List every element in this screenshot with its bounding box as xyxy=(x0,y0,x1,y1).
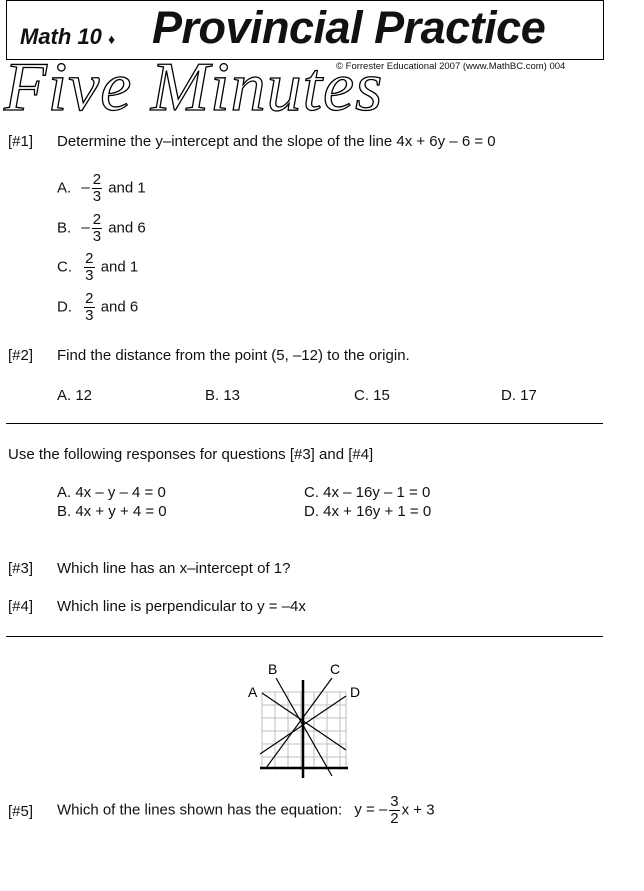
shared-intro: Use the following responses for questions [#3] and [#4] xyxy=(8,446,374,463)
label-a: A xyxy=(248,684,258,700)
q1-option-c[interactable]: C. $\frac{2}{3}$ and 1 xyxy=(57,250,139,284)
q1-option-d[interactable]: D. $\frac{2}{3}$ and 6 xyxy=(57,290,139,324)
q1-b-fraction: $\frac{2}{3}$ xyxy=(92,211,102,245)
q1-c-fraction: $\frac{2}{3}$ xyxy=(85,250,94,284)
q5-eq-lead: y = – xyxy=(354,801,388,819)
shared-option-b[interactable]: B. 4x + y + 4 = 0 xyxy=(57,503,167,520)
q2-option-c[interactable]: C. 15 xyxy=(354,387,390,404)
label-c: C xyxy=(330,661,341,677)
q2-option-d[interactable]: D. 17 xyxy=(501,387,537,404)
banner-title: Five Minutes xyxy=(4,49,384,126)
copyright-text: © Forrester Educational 2007 (www.MathBC.com) 004 xyxy=(336,61,566,72)
q4-text: Which line is perpendicular to y = –4x xyxy=(57,598,306,615)
q5-line xyxy=(57,794,435,827)
q4-number: [#4] xyxy=(8,598,34,615)
q1-a-fraction: $\frac{2}{3}$ xyxy=(92,171,102,205)
shared-option-a[interactable]: A. 4x – y – 4 = 0 xyxy=(57,484,166,501)
q2-number: [#2] xyxy=(8,347,34,364)
q1-text: Determine the y–intercept and the slope of the line 4x + 6y – 6 = 0 xyxy=(57,133,496,150)
q5-fraction: $\frac{3}{2}$ xyxy=(390,793,399,827)
q1-option-b[interactable]: B. – $\frac{2}{3}$ and 6 xyxy=(57,211,146,245)
q1-number: [#1] xyxy=(8,133,34,150)
q1-d-fraction: $\frac{2}{3}$ xyxy=(85,290,94,324)
divider-2 xyxy=(6,636,603,637)
lines-graph xyxy=(242,656,362,782)
q2-text: Find the distance from the point (5, –12) to the origin. xyxy=(57,347,410,364)
q2-option-a[interactable]: A. 12 xyxy=(57,387,93,404)
q5-eq-tail: x + 3 xyxy=(401,801,435,819)
divider-1 xyxy=(6,423,603,424)
page-title: Provincial Practice xyxy=(152,2,546,53)
shared-option-d[interactable]: D. 4x + 16y + 1 = 0 xyxy=(304,503,432,520)
q3-text: Which line has an x–intercept of 1? xyxy=(57,560,291,577)
q5-number: [#5] xyxy=(8,803,34,820)
label-d: D xyxy=(350,684,361,700)
q5-text: Which of the lines shown has the equation: xyxy=(57,801,343,819)
q2-option-b[interactable]: B. 13 xyxy=(205,387,241,404)
shared-option-c[interactable]: C. 4x – 16y – 1 = 0 xyxy=(304,484,431,501)
label-b: B xyxy=(268,661,278,677)
q1-option-a[interactable]: A. – $\frac{2}{3}$ and 1 xyxy=(57,171,146,205)
q3-number: [#3] xyxy=(8,560,34,577)
course-title: Math 10 ♦ xyxy=(20,24,116,49)
